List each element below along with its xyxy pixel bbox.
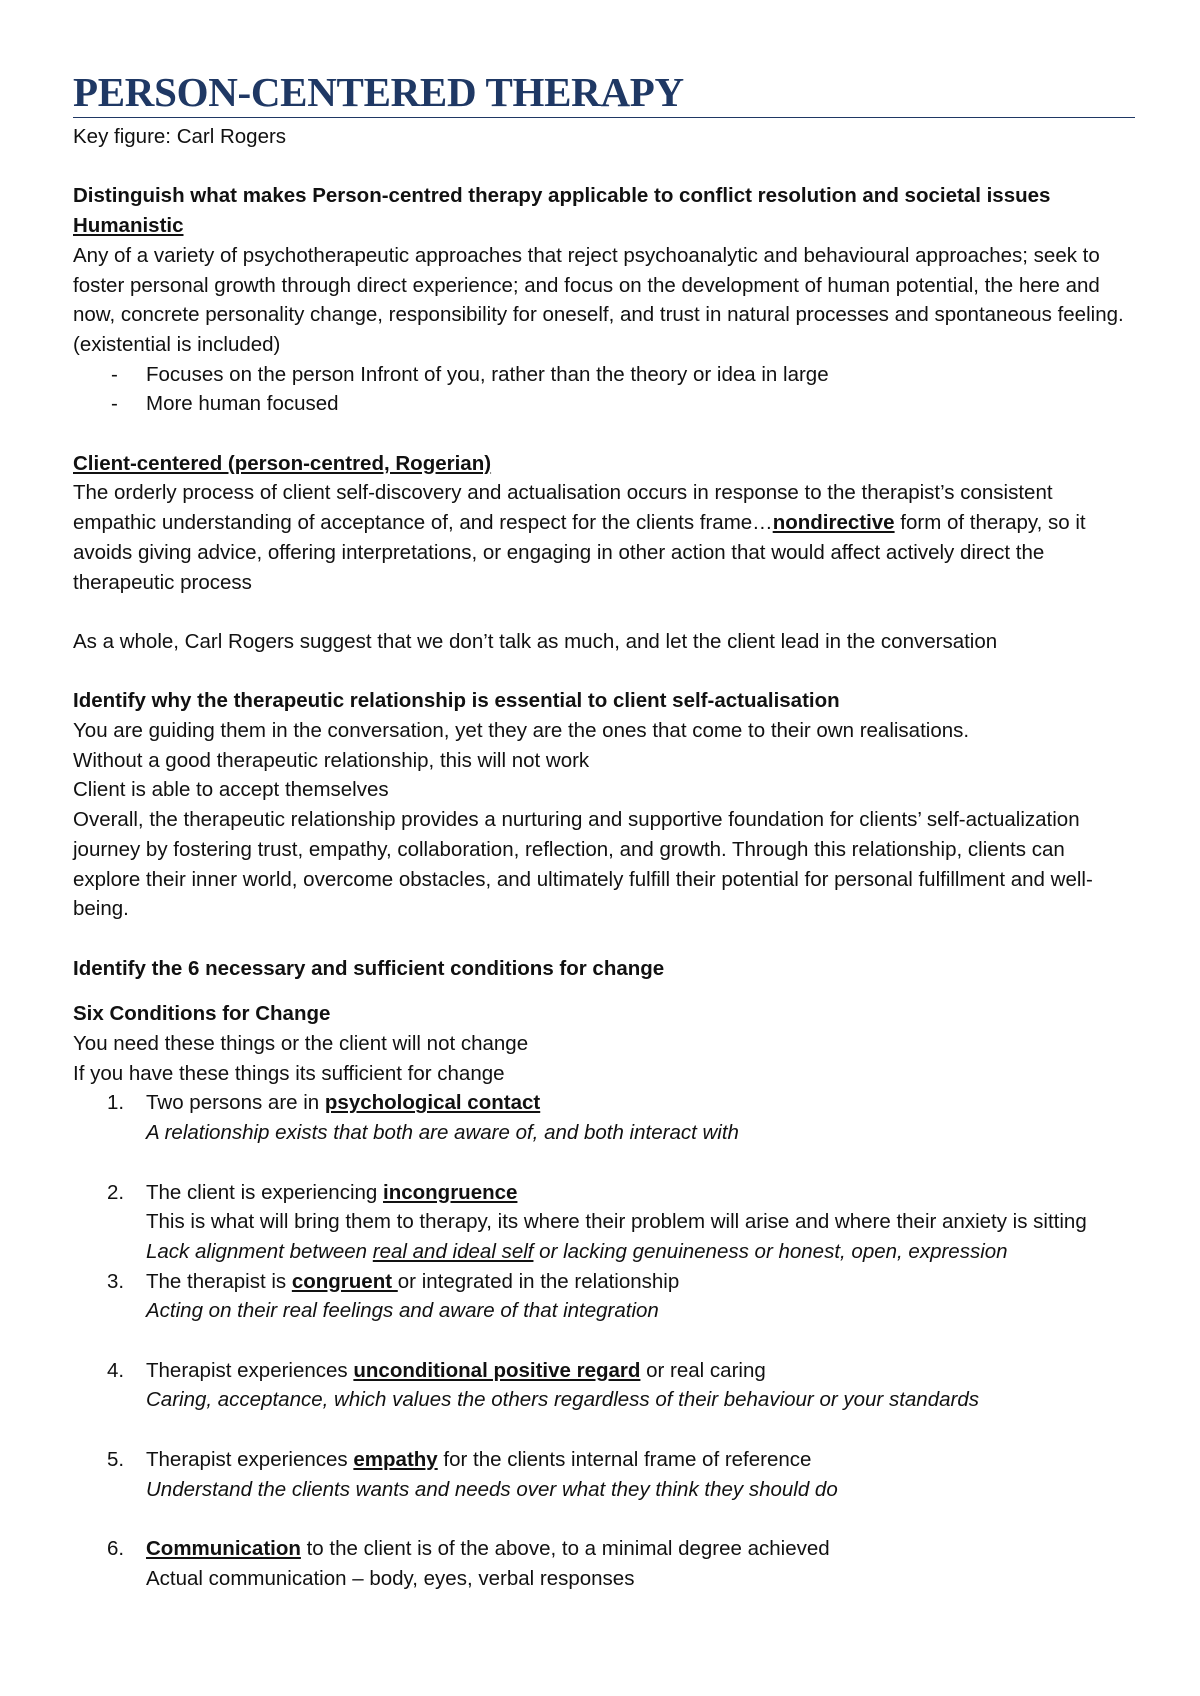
condition-number: 2.	[107, 1180, 125, 1204]
condition-text	[146, 1267, 1135, 1297]
condition-item	[73, 1356, 1135, 1415]
condition-text	[146, 1445, 1135, 1475]
condition-item	[73, 1534, 1135, 1593]
humanistic-text: Any of a variety of psychotherapeutic approaches that reject psychoanalytic and behavioural approaches; seek to foster personal growth through direct experience; and focus on the development of human potential, the here and now, concrete personality change, responsibility for oneself, and trust in natural processes and spontaneous feeling. (existential is included)	[73, 243, 1124, 356]
condition-text	[146, 1534, 1135, 1564]
dash-marker: -	[111, 362, 118, 386]
condition-keyword: empathy	[353, 1447, 438, 1471]
bullet-text: More human focused	[146, 392, 339, 416]
condition-note-keyword: real and ideal self	[372, 1239, 534, 1263]
client-centered-text	[73, 478, 1135, 597]
conditions-list	[73, 1088, 1135, 1593]
spacer	[73, 597, 1135, 627]
condition-number: 3.	[107, 1269, 125, 1293]
condition-text-part: Two persons are in	[146, 1091, 325, 1115]
whole-summary: As a whole, Carl Rogers suggest that we don’t talk as much, and let the client lead in the conversation	[73, 629, 998, 653]
condition-note: Actual communication – body, eyes, verbal responses	[146, 1566, 635, 1590]
section2-heading: Identify why the therapeutic relationship is essential to client self-actualisation	[73, 689, 840, 713]
humanistic-bullets	[73, 360, 1135, 419]
condition-item	[73, 1088, 1135, 1147]
condition-text-part: The therapist is	[146, 1269, 292, 1293]
six-conditions-subheading: Six Conditions for Change	[73, 1002, 331, 1026]
condition-text	[146, 1356, 1135, 1386]
relationship-overall: Overall, the therapeutic relationship provides a nurturing and supportive foundation for clients’ self-actualization journey by fostering trust, empathy, collaboration, reflection, and growth. Through this relationship, clients can explore their inner world, overcome obstacles, and ultimately fulfill their potential for personal fulfillment and well-being.	[73, 808, 1093, 921]
condition-number: 5.	[107, 1447, 125, 1471]
spacer	[73, 419, 1135, 449]
condition-keyword: Communication	[146, 1536, 301, 1560]
relationship-line: Without a good therapeutic relationship, this will not work	[73, 748, 590, 772]
client-centered-text-part: The orderly process of client self-discovery and actualisation occurs in response to the therapist’s consistent empathic understanding of acceptance of, and respect for the clients frame…	[73, 481, 1053, 535]
key-figure: Key figure: Carl Rogers	[73, 125, 287, 148]
condition-keyword: psychological contact	[324, 1091, 541, 1115]
dash-marker: -	[111, 392, 118, 416]
condition-note: A relationship exists that both are aware of, and both interact with	[146, 1121, 739, 1145]
condition-number: 4.	[107, 1358, 125, 1382]
condition-note: Caring, acceptance, which values the others regardless of their behaviour or your standards	[146, 1388, 979, 1412]
condition-keyword: unconditional positive regard	[353, 1358, 641, 1382]
condition-keyword: incongruence	[383, 1180, 518, 1204]
condition-item	[73, 1178, 1135, 1267]
condition-text	[146, 1088, 1135, 1118]
section1-heading: Distinguish what makes Person-centred therapy applicable to conflict resolution and societal issues	[73, 184, 1051, 208]
condition-text-part: Therapist experiences	[146, 1447, 354, 1471]
client-centered-label: Client-centered (person-centred, Rogerian)	[73, 451, 492, 475]
page-title: PERSON-CENTERED THERAPY	[73, 70, 1135, 118]
condition-text-part: to the client is of the above, to a minimal degree achieved	[300, 1536, 830, 1560]
spacer	[73, 983, 1135, 999]
bullet-item	[73, 360, 1135, 390]
nondirective-keyword: nondirective	[772, 511, 895, 535]
condition-note-part: or lacking genuineness or honest, open, expression	[533, 1239, 1008, 1263]
condition-extra: This is what will bring them to therapy, its where their problem will arise and where their anxiety is sitting	[146, 1210, 1087, 1234]
condition-note-part: Lack alignment between	[146, 1239, 373, 1263]
condition-note	[146, 1237, 1135, 1267]
spacer	[73, 152, 1135, 182]
condition-text-part: The client is experiencing	[146, 1180, 384, 1204]
condition-number: 1.	[107, 1091, 125, 1115]
relationship-line: You are guiding them in the conversation, yet they are the ones that come to their own realisations.	[73, 719, 970, 742]
intro-line: You need these things or the client will not change	[73, 1032, 529, 1056]
condition-text-part: or integrated in the relationship	[397, 1269, 680, 1293]
bullet-text: Focuses on the person Infront of you, rather than the theory or idea in large	[146, 362, 829, 386]
condition-number: 6.	[107, 1536, 125, 1560]
spacer	[73, 924, 1135, 954]
condition-item	[73, 1445, 1135, 1504]
section3-heading: Identify the 6 necessary and sufficient conditions for change	[73, 956, 665, 980]
condition-text-part: or real caring	[640, 1358, 766, 1382]
condition-note: Acting on their real feelings and aware of that integration	[146, 1299, 659, 1323]
document-page	[73, 70, 1135, 1593]
condition-text-part: Therapist experiences	[146, 1358, 354, 1382]
condition-item	[73, 1267, 1135, 1326]
humanistic-label: Humanistic	[73, 214, 184, 238]
relationship-line: Client is able to accept themselves	[73, 778, 389, 802]
client-centered-text-part: form of therapy, so it avoids giving advice, offering interpretations, or engaging in other action that would affect actively direct the therapeutic process	[73, 511, 1086, 594]
condition-keyword: congruent	[291, 1269, 398, 1293]
spacer	[73, 657, 1135, 687]
intro-line: If you have these things its sufficient for change	[73, 1061, 505, 1085]
condition-text-part: for the clients internal frame of reference	[437, 1447, 812, 1471]
condition-note: Understand the clients wants and needs over what they think they should do	[146, 1477, 838, 1501]
condition-text	[146, 1178, 1135, 1208]
bullet-item	[73, 389, 1135, 419]
